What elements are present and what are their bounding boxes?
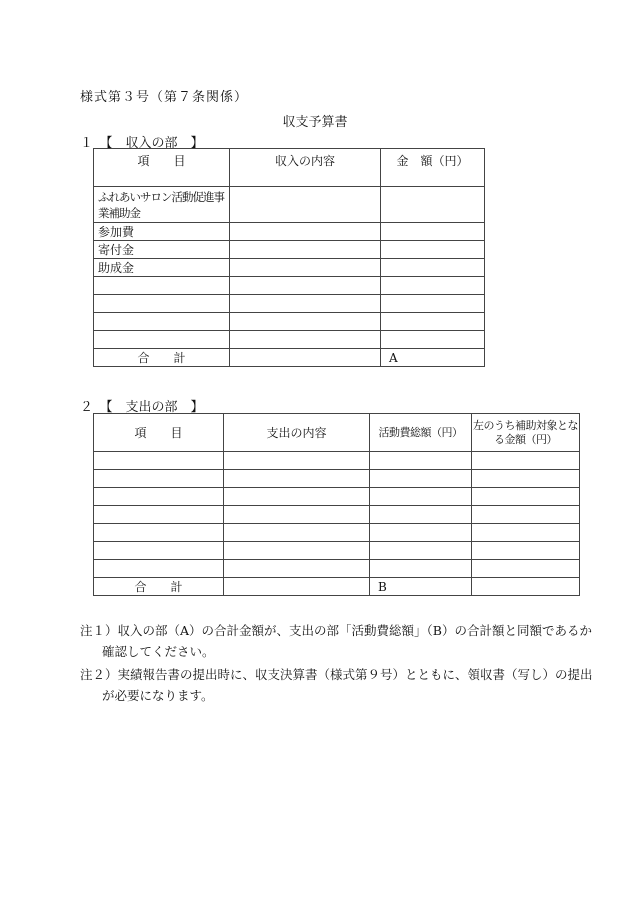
income-col-amount: 金 額（円） [381,149,485,187]
income-amount-cell [381,277,485,295]
expense-header-row [94,414,580,452]
expense-content-cell [224,506,370,524]
income-amount-cell [381,223,485,241]
income-amount-cell [381,313,485,331]
expense-total-cell [370,560,472,578]
income-section-heading: １ 【 収入の部 】 [80,136,204,151]
expense-total-content [224,578,370,596]
expense-eligible-cell [472,524,580,542]
expense-row [94,506,580,524]
expense-row [94,560,580,578]
expense-item-cell [94,560,224,578]
income-content-cell [230,223,381,241]
expense-content-cell [224,452,370,470]
expense-total-cell [370,470,472,488]
expense-table [93,413,580,596]
income-content-cell [230,313,381,331]
income-item-cell [94,313,230,331]
income-row [94,295,485,313]
expense-row [94,542,580,560]
expense-eligible-cell [472,506,580,524]
income-amount-cell [381,295,485,313]
income-item-cell: 寄付金 [94,241,230,259]
note-2: 注２）実績報告書の提出時に、収支決算書（様式第９号）とともに、領収書（写し）の提出が必要になります。 [80,667,593,703]
expense-item-cell [94,524,224,542]
income-item-cell [94,331,230,349]
income-col-item: 項 目 [94,149,230,187]
expense-item-cell [94,452,224,470]
expense-content-cell [224,524,370,542]
income-item-cell: 助成金 [94,259,230,277]
expense-col-item: 項 目 [94,414,224,452]
income-amount-cell [381,259,485,277]
income-content-cell [230,187,381,223]
expense-total-eligible [472,578,580,596]
income-item-cell: 参加費 [94,223,230,241]
income-row [94,223,485,241]
income-item-cell [94,295,230,313]
income-item-cell: ふれあいサロン活動促進事業補助金 [94,187,230,223]
expense-total-cell [370,506,472,524]
expense-row [94,524,580,542]
expense-total-label: 合 計 [94,578,224,596]
income-item-cell [94,277,230,295]
expense-section-heading: ２ 【 支出の部 】 [80,400,204,415]
expense-total-cell [370,488,472,506]
expense-item-cell [94,488,224,506]
income-content-cell [230,241,381,259]
notes-section [80,620,602,708]
expense-total-row [94,578,580,596]
expense-item-cell [94,470,224,488]
document-title: 収支予算書 [282,115,348,130]
expense-content-cell [224,470,370,488]
expense-eligible-cell [472,488,580,506]
income-content-cell [230,331,381,349]
expense-col-content: 支出の内容 [224,414,370,452]
income-amount-cell [381,241,485,259]
income-col-content: 収入の内容 [230,149,381,187]
expense-total-cell [370,542,472,560]
income-row [94,277,485,295]
expense-row [94,488,580,506]
income-header-row [94,149,485,187]
expense-eligible-cell [472,542,580,560]
income-row [94,331,485,349]
income-amount-cell [381,331,485,349]
expense-col-subsidy-eligible: 左のうち補助対象となる金額（円） [472,414,580,452]
expense-total-cell [370,524,472,542]
expense-item-cell [94,506,224,524]
income-content-cell [230,295,381,313]
income-row [94,259,485,277]
income-total-row [94,349,485,367]
income-row [94,241,485,259]
income-amount-cell [381,187,485,223]
note-1: 注１）収入の部（A）の合計金額が、支出の部「活動費総額」（B）の合計額と同額であるか確認してください。 [80,623,592,659]
expense-total-marker: B [370,578,472,596]
expense-eligible-cell [472,560,580,578]
expense-eligible-cell [472,452,580,470]
income-content-cell [230,277,381,295]
income-table [93,148,485,367]
expense-content-cell [224,560,370,578]
expense-total-cell [370,452,472,470]
expense-row [94,470,580,488]
expense-eligible-cell [472,470,580,488]
income-content-cell [230,259,381,277]
expense-row [94,452,580,470]
expense-item-cell [94,542,224,560]
income-total-content [230,349,381,367]
expense-content-cell [224,488,370,506]
expense-content-cell [224,542,370,560]
expense-col-total: 活動費総額（円） [370,414,472,452]
income-row [94,187,485,223]
income-row [94,313,485,331]
income-total-label: 合 計 [94,349,230,367]
income-total-marker: A [381,349,485,367]
form-number: 様式第３号（第７条関係） [80,90,249,105]
